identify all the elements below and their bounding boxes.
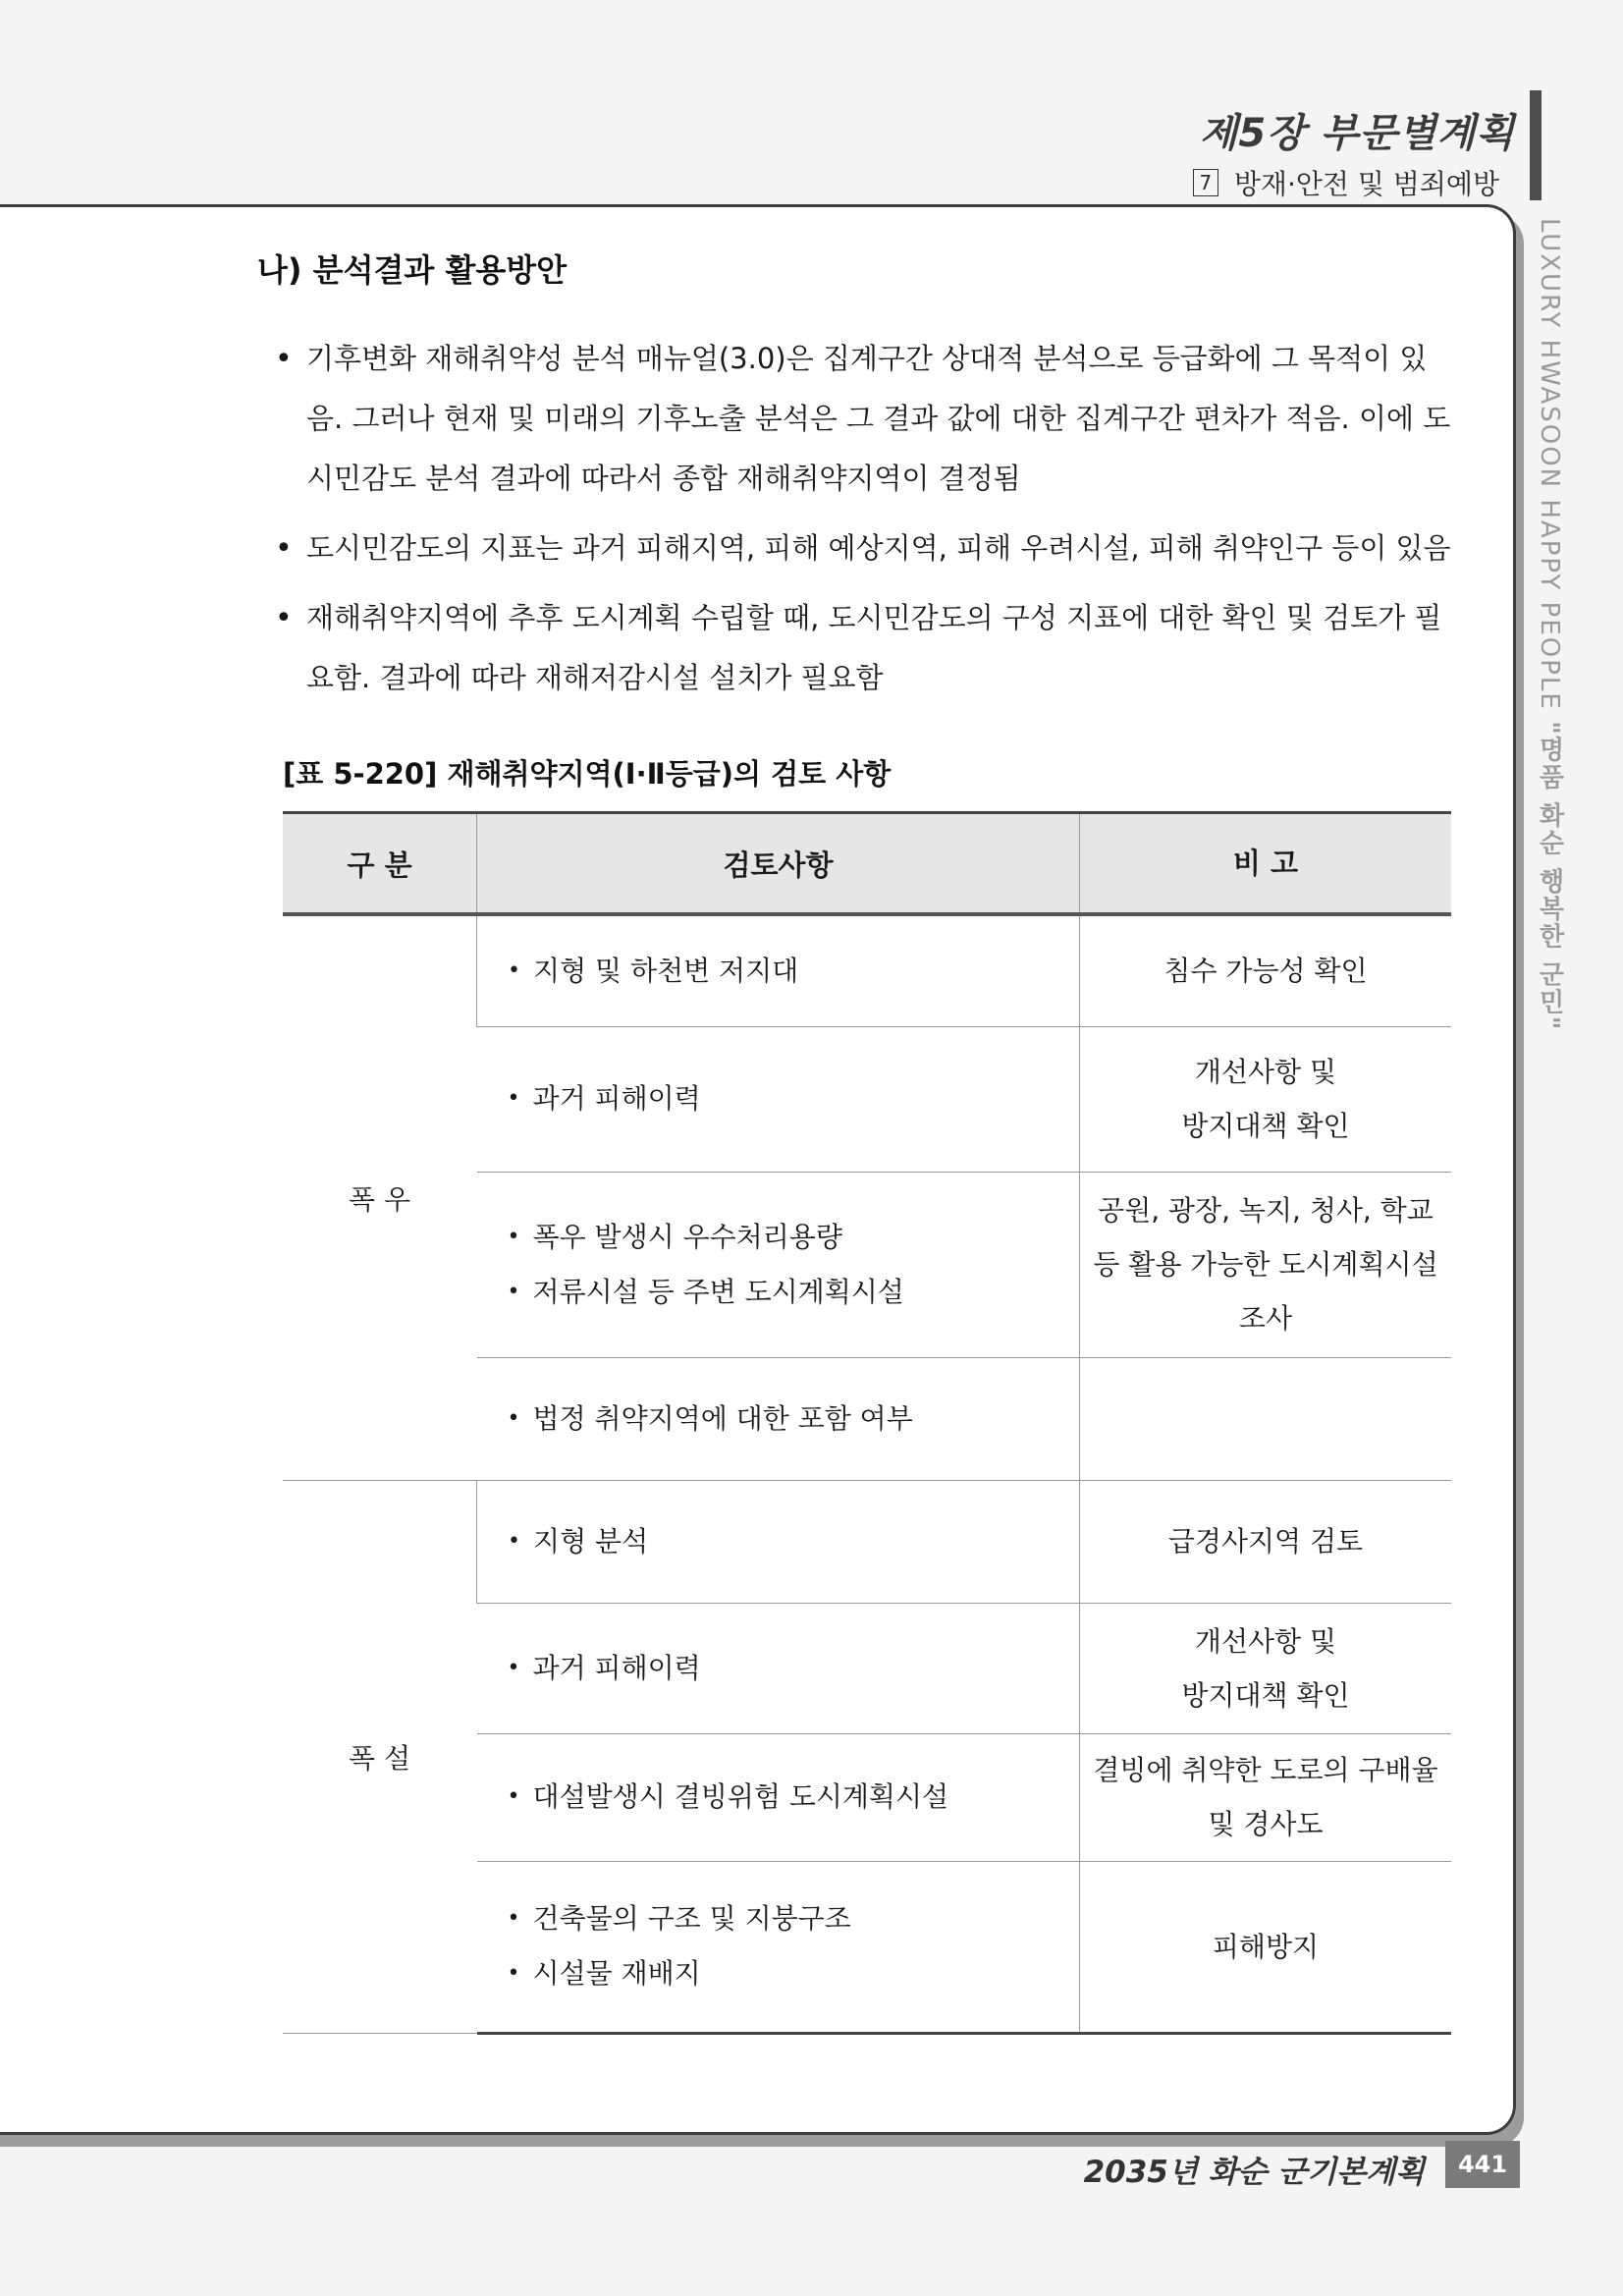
review-item: • 지형 및 하천변 저지대 — [508, 944, 1078, 999]
review-item: • 지형 분석 — [508, 1514, 1078, 1569]
note-line: 및 경사도 — [1208, 1808, 1324, 1840]
header-category: 구 분 — [283, 813, 477, 915]
items-cell — [477, 1172, 1080, 1357]
note-cell — [1079, 1357, 1451, 1480]
section-heading — [1193, 163, 1499, 202]
items-cell — [477, 1480, 1080, 1603]
chapter-title: 제5장 부문별계획 — [1199, 111, 1515, 156]
header-review-items: 검토사항 — [477, 813, 1080, 915]
review-item: • 과거 피해이력 — [508, 1641, 1078, 1696]
items-cell — [477, 914, 1080, 1026]
table-caption: [표 5-220] 재해취약지역(Ⅰ·Ⅱ등급)의 검토 사항 — [283, 757, 892, 791]
page-number: 441 — [1445, 2141, 1520, 2188]
items-cell — [477, 1603, 1080, 1733]
side-slogan-english: LUXURY HWASOON HAPPY PEOPLE — [1535, 218, 1564, 711]
review-item: • 법정 취약지역에 대한 포함 여부 — [508, 1392, 1078, 1447]
items-cell — [477, 1733, 1080, 1861]
note-line: 조사 — [1238, 1302, 1293, 1335]
table-row — [283, 914, 1451, 1026]
note-line: 방지대책 확인 — [1181, 1110, 1350, 1142]
items-cell — [477, 1357, 1080, 1480]
section-title: 방재·안전 및 범죄예방 — [1233, 168, 1499, 200]
note-line: 개선사항 및 — [1194, 1624, 1337, 1658]
note-cell — [1079, 914, 1451, 1026]
review-item: • 폭우 발생시 우수처리용량 — [508, 1210, 1078, 1265]
table-header-row — [283, 813, 1451, 915]
footer-title: 2035년 화순 군기본계획 — [1083, 2155, 1425, 2190]
bullet-item: • 기후변화 재해취약성 분석 매뉴얼(3.0)은 집계구간 상대적 분석으로 등급화에 그 목적이 있음. 그러나 현재 및 미래의 기후노출 분석은 그 결과 값에 대한 집계구간 편차가 적음. 이에 도시민감도 분석 결과에 따라서 종합 재해취약지역이 결정됨 — [275, 329, 1453, 509]
review-item: • 과거 피해이력 — [508, 1071, 1078, 1126]
note-line: 피해방지 — [1212, 1930, 1320, 1963]
review-item: • 저류시설 등 주변 도시계획시설 — [508, 1265, 1078, 1320]
note-cell — [1079, 1861, 1451, 2033]
bullet-item: • 도시민감도의 지표는 과거 피해지역, 피해 예상지역, 피해 우려시설, 피해 취약인구 등이 있음 — [275, 519, 1453, 578]
note-cell — [1079, 1026, 1451, 1172]
note-cell — [1079, 1480, 1451, 1603]
note-line: 방지대책 확인 — [1181, 1678, 1350, 1712]
items-cell — [477, 1861, 1080, 2033]
bullet-list — [275, 329, 1453, 718]
category-cell: 폭 설 — [283, 1480, 477, 2033]
note-line: 결빙에 취약한 도로의 구배율 — [1093, 1754, 1438, 1786]
note-line: 개선사항 및 — [1194, 1056, 1337, 1088]
note-cell — [1079, 1733, 1451, 1861]
review-item: • 시설물 재배지 — [508, 1946, 1078, 2001]
side-slogan — [1532, 218, 1568, 1031]
sub-heading: 나) 분석결과 활용방안 — [257, 251, 568, 289]
review-item: • 건축물의 구조 및 지붕구조 — [508, 1891, 1078, 1946]
note-cell — [1079, 1603, 1451, 1733]
category-cell: 폭 우 — [283, 914, 477, 1480]
bullet-item: • 재해취약지역에 추후 도시계획 수립할 때, 도시민감도의 구성 지표에 대한 확인 및 검토가 필요함. 결과에 따라 재해저감시설 설치가 필요함 — [275, 588, 1453, 708]
note-line: 급경사지역 검토 — [1167, 1525, 1364, 1558]
header-accent-bar — [1530, 90, 1542, 200]
section-number-box: 7 — [1193, 169, 1218, 196]
side-slogan-korean: "명품 화순 행복한 군민" — [1535, 721, 1564, 1032]
review-item: • 대설발생시 결빙위험 도시계획시설 — [508, 1770, 1078, 1825]
review-table — [283, 811, 1451, 2035]
note-cell — [1079, 1172, 1451, 1357]
note-line: 침수 가능성 확인 — [1163, 955, 1368, 988]
note-line: 공원, 광장, 녹지, 청사, 학교 — [1098, 1194, 1434, 1227]
items-cell — [477, 1026, 1080, 1172]
note-line: 등 활용 가능한 도시계획시설 — [1093, 1248, 1438, 1281]
table-row — [283, 1480, 1451, 1603]
header-remarks: 비 고 — [1079, 813, 1451, 915]
